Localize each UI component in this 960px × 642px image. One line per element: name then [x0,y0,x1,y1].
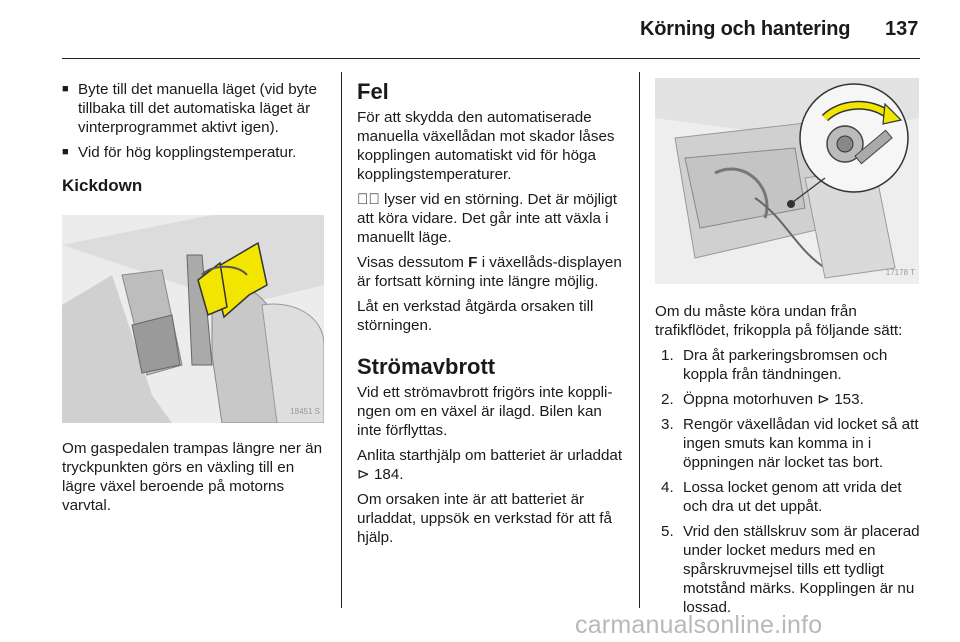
step-number: 4. [661,479,674,496]
step-number: 2. [661,391,674,408]
starthjalp-text: Anlita starthjälp om batteriet är urladdat [357,447,623,464]
step-text: Lossa locket genom att vrida det och dra ut det uppåt. [683,479,902,515]
column-divider-1 [341,72,342,608]
gearbox-illustration [655,78,919,284]
step-number: 3. [661,416,674,433]
header-rule [62,58,920,59]
strom-heading: Strömavbrott [357,354,496,379]
fault-paragraph [357,190,623,247]
workshop-text: Låt en verkstad åtgärda orsaken till störningen. [357,298,594,334]
list-item [655,522,921,617]
step-ref[interactable]: 153. [834,391,864,408]
orsaken-text: Om orsaken inte är att batteriet är urladdat, uppsök en verkstad för att få hjälp. [357,491,612,546]
image-code: 18451 S [290,407,320,416]
list-item [655,478,921,516]
page-title: Körning och hantering [640,18,851,40]
column-divider-2 [639,72,640,608]
strom-text: Vid ett strömavbrott frigörs inte kopplingen om en växel är ilagd. Bilen kan inte förflyttas. [357,384,613,439]
step-number: 5. [661,523,674,540]
starthjalp-ref[interactable]: 184. [373,466,404,483]
kickdown-text: Om gaspedalen trampas längre ner än tryckpunkten görs en växling till en lägre växel beroende på motorns varvtal. [62,440,323,514]
page-ref-arrow-icon: ⊳ [357,466,370,483]
fel-heading: Fel [357,79,389,104]
intro-text: Om du måste köra undan från trafikflödet, frikoppla på följande sätt: [655,303,903,339]
list-item [655,390,921,409]
list-item [655,346,921,384]
pedal-illustration [62,215,324,423]
kickdown-heading: Kickdown [62,176,143,195]
left-column [62,80,326,521]
fel-intro: För att skydda den automatiserade manuella växellådan mot skador låses kopplingen automatiskt vid för höga kopplingstemperaturer. [357,109,615,183]
visas-pre: Visas dessutom [357,254,464,271]
step-text: Rengör växellådan vid locket så att ingen smuts kan komma in i öppningen när locket tas bort. [683,416,919,471]
image-code: 17178 T [885,268,915,277]
page-ref-arrow-icon: ⊳ [817,391,830,408]
watermark: carmanualsonline.info [575,611,823,639]
starthjalp-paragraph [357,446,623,484]
step-number: 1. [661,347,674,364]
fault-warning-icon: ⊲⃒ [357,191,380,208]
kickdown-illustration [62,215,324,423]
page-number: 137 [885,18,919,40]
visas-letter: F [468,254,478,271]
engine-bay-illustration [655,78,919,284]
fault-text: lyser vid en störning. Det är möjligt att köra vidare. Det går inte att växla i manuellt läge. [357,191,617,246]
visas-paragraph [357,253,623,291]
step-text: Öppna motorhuven [683,391,814,408]
visas-post: i växellåds-displayen är fortsatt körning inte längre möjlig. [357,254,622,290]
bullet-item: ■ Byte till det manuella läget (vid byte tillbaka till det automatiska läget är vinterprogrammet aktivt igen). [62,80,326,137]
steps-list [655,346,921,617]
step-text: Vrid den ställskruv som är placerad under locket medurs med en spårskruvmejsel tills ett tydligt motstånd märks. Kopplingen är nu lossad. [683,523,920,616]
step-text: Dra åt parkeringsbromsen och koppla från tändningen. [683,347,888,383]
middle-column [357,80,623,553]
list-item [655,415,921,472]
right-column [655,78,921,623]
bullet-item: ■ Vid för hög kopplingstemperatur. [62,143,326,162]
